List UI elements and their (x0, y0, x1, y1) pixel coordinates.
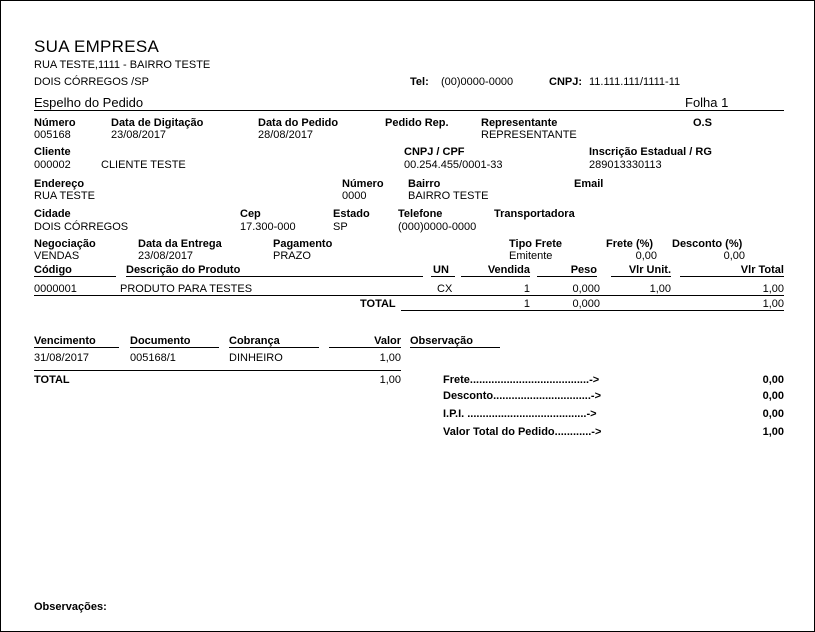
underline-vlr-unit (611, 276, 671, 277)
summary-ipi-value: 0,00 (762, 408, 784, 420)
col-codigo: Código (34, 264, 72, 276)
underline-observacao (410, 347, 500, 348)
col-documento: Documento (130, 335, 191, 347)
cidade-value: DOIS CÓRREGOS (34, 221, 129, 233)
underline-vlr-total (680, 276, 784, 277)
pay-cobranca: DINHEIRO (229, 352, 283, 364)
label-pedido-rep: Pedido Rep. (385, 117, 449, 129)
numero-value: 005168 (34, 129, 71, 141)
underline-documento (130, 347, 219, 348)
label-data-digitacao: Data de Digitação (111, 117, 204, 129)
col-vlr-unit: Vlr Unit. (628, 264, 671, 276)
underline-valor (329, 347, 401, 348)
summary-total-label: Valor Total do Pedido............-> (443, 426, 602, 438)
numero-end-value: 0000 (342, 190, 367, 202)
label-bairro: Bairro (408, 178, 441, 190)
frete-pct-value: 0,00 (635, 250, 657, 262)
label-email: Email (574, 178, 604, 190)
item-vlr-total: 1,00 (762, 283, 784, 295)
underline-un (431, 276, 455, 277)
desconto-pct-value: 0,00 (723, 250, 745, 262)
label-transportadora: Transportadora (494, 208, 575, 220)
underline-peso (537, 276, 597, 277)
underline-cobranca (229, 347, 319, 348)
items-divider (34, 295, 784, 296)
data-digitacao-value: 23/08/2017 (111, 129, 167, 141)
label-pagamento: Pagamento (273, 238, 333, 250)
label-endereco: Endereço (34, 178, 85, 190)
telefone-value: (000)0000-0000 (398, 221, 477, 233)
col-cobranca: Cobrança (229, 335, 280, 347)
cliente-cnpj: 00.254.455/0001-33 (404, 159, 503, 171)
bairro-value: BAIRRO TESTE (408, 190, 489, 202)
col-vendida: Vendida (487, 264, 530, 276)
tipo-frete-value: Emitente (509, 250, 553, 262)
summary-total-value: 1,00 (762, 426, 784, 438)
item-vlr-unit: 1,00 (649, 283, 671, 295)
pay-valor: 1,00 (379, 352, 401, 364)
negociacao-value: VENDAS (34, 250, 80, 262)
label-os: O.S (693, 117, 712, 129)
estado-value: SP (333, 221, 348, 233)
summary-frete-label: Frete.......................................-> (443, 374, 600, 386)
summary-frete-value: 0,00 (762, 374, 784, 386)
data-pedido-value: 28/08/2017 (258, 129, 314, 141)
tel-label: Tel: (410, 76, 429, 88)
label-inscricao: Inscrição Estadual / RG (589, 146, 712, 158)
title-divider (34, 110, 784, 111)
payments-total-label: TOTAL (34, 374, 70, 386)
label-telefone: Telefone (398, 208, 443, 220)
label-frete-pct: Frete (%) (606, 238, 654, 250)
pay-documento: 005168/1 (130, 352, 176, 364)
cliente-codigo: 000002 (34, 159, 71, 171)
payments-divider (34, 370, 401, 371)
cep-value: 17.300-000 (240, 221, 296, 233)
underline-codigo (34, 276, 116, 277)
company-address: RUA TESTE,1111 - BAIRRO TESTE (34, 59, 211, 71)
col-peso: Peso (570, 264, 597, 276)
doc-title: Espelho do Pedido (34, 95, 144, 110)
col-vencimento: Vencimento (34, 335, 96, 347)
label-numero: Número (34, 117, 76, 129)
company-city: DOIS CÓRREGOS /SP (34, 76, 149, 88)
pagamento-value: PRAZO (273, 250, 311, 262)
items-total-vendida: 1 (523, 298, 530, 310)
cliente-ie: 289013330113 (589, 159, 662, 171)
item-un: CX (437, 283, 453, 295)
representante-value: REPRESENTANTE (481, 129, 577, 141)
col-descricao: Descrição do Produto (126, 264, 241, 276)
label-representante: Representante (481, 117, 558, 129)
item-descricao: PRODUTO PARA TESTES (120, 283, 253, 295)
label-numero-end: Número (342, 178, 384, 190)
label-negociacao: Negociação (34, 238, 96, 250)
cnpj-label: CNPJ: (549, 76, 583, 88)
pay-vencimento: 31/08/2017 (34, 352, 90, 364)
cliente-nome: CLIENTE TESTE (101, 159, 186, 171)
total-line (401, 310, 784, 311)
summary-desconto-label: Desconto................................-> (443, 390, 602, 402)
cnpj-value: 11.111.111/1111-11 (589, 76, 681, 88)
item-codigo: 0000001 (34, 283, 77, 295)
label-cep: Cep (240, 208, 261, 220)
items-total-label: TOTAL (360, 298, 396, 310)
col-vlr-total: Vlr Total (740, 264, 784, 276)
company-name: SUA EMPRESA (34, 37, 160, 56)
items-total-peso: 0,000 (572, 298, 600, 310)
label-cliente: Cliente (34, 146, 71, 158)
label-estado: Estado (333, 208, 370, 220)
label-cnpj-cpf: CNPJ / CPF (404, 146, 465, 158)
item-peso: 0,000 (572, 283, 600, 295)
label-cidade: Cidade (34, 208, 71, 220)
data-entrega-value: 23/08/2017 (138, 250, 194, 262)
underline-vencimento (34, 347, 119, 348)
page-number: Folha 1 (685, 95, 729, 110)
payments-total-value: 1,00 (379, 374, 401, 386)
observacoes-label: Observações: (34, 601, 107, 613)
summary-ipi-label: I.P.I. .......................................-> (443, 408, 597, 420)
col-un: UN (433, 264, 449, 276)
item-vendida: 1 (523, 283, 530, 295)
label-data-pedido: Data do Pedido (258, 117, 339, 129)
label-desconto-pct: Desconto (%) (672, 238, 743, 250)
summary-desconto-value: 0,00 (762, 390, 784, 402)
col-observacao: Observação (410, 335, 473, 347)
endereco-value: RUA TESTE (34, 190, 95, 202)
underline-vendida (461, 276, 530, 277)
underline-descricao (126, 276, 423, 277)
col-valor: Valor (374, 335, 401, 347)
items-total-vlr: 1,00 (762, 298, 784, 310)
label-tipo-frete: Tipo Frete (509, 238, 562, 250)
label-data-entrega: Data da Entrega (138, 238, 222, 250)
tel-value: (00)0000-0000 (441, 76, 514, 88)
